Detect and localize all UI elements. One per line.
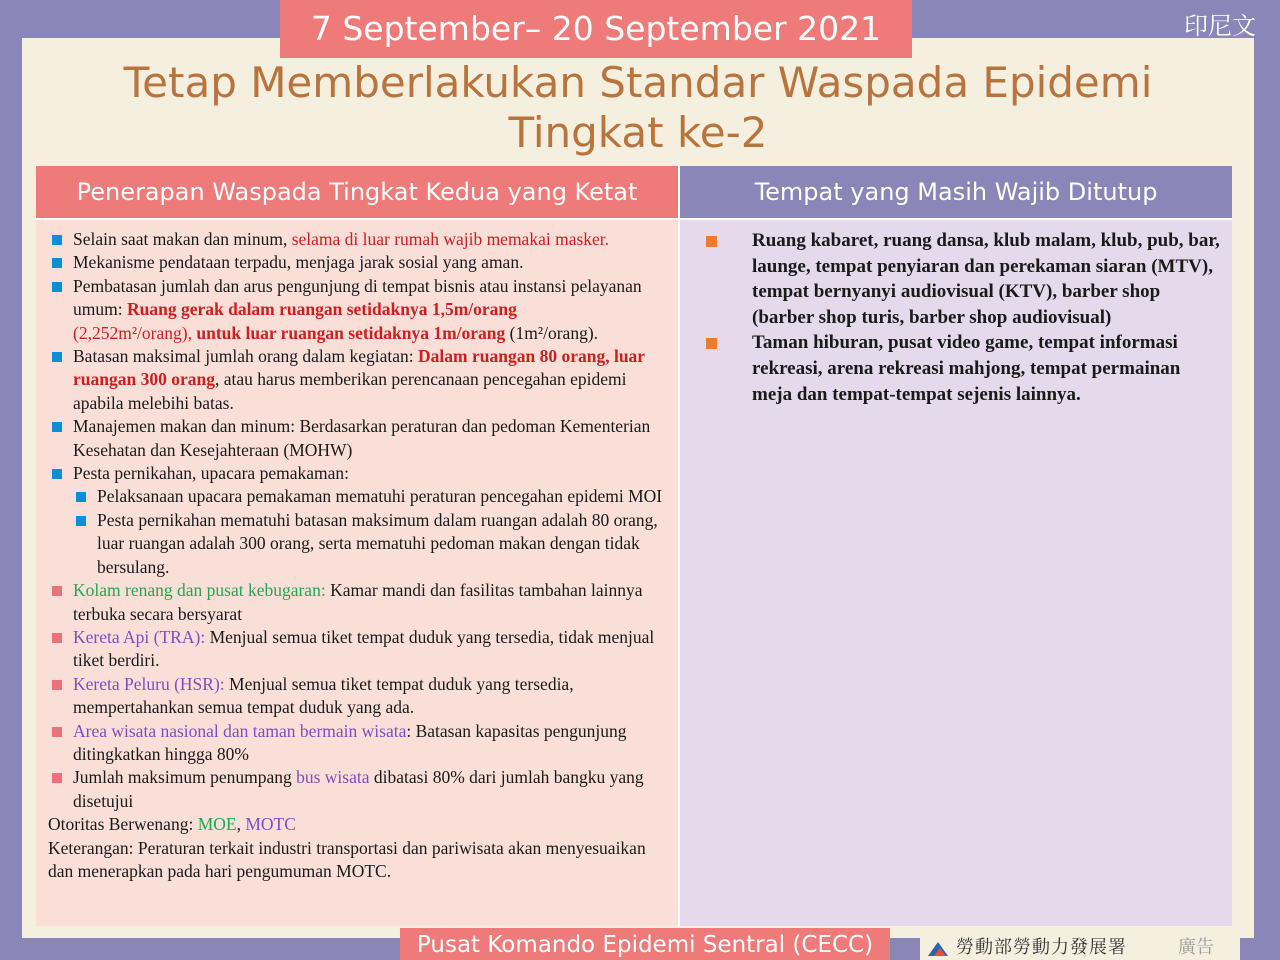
left-column-header: Penerapan Waspada Tingkat Kedua yang Ketat <box>36 166 678 218</box>
square-bullet-icon <box>52 633 62 643</box>
authority-line: Otoritas Berwenang: MOE, MOTC <box>48 814 296 835</box>
list-item: Area wisata nasional dan taman bermain wisata: Batasan kapasitas pengunjung ditingkatkan hingga 80% <box>48 720 674 767</box>
square-bullet-icon <box>52 258 62 268</box>
right-column-header: Tempat yang Masih Wajib Ditutup <box>680 166 1232 218</box>
list-item: Kereta Api (TRA): Menjual semua tiket tempat duduk yang tersedia, tidak menjual tiket berdiri. <box>48 626 674 673</box>
sub-list-item: Pelaksanaan upacara pemakaman mematuhi peraturan pencegahan epidemi MOI <box>48 485 674 508</box>
square-bullet-icon <box>76 492 86 502</box>
date-banner: 7 September– 20 September 2021 <box>280 0 912 58</box>
square-bullet-icon <box>52 282 62 292</box>
list-item: Selain saat makan dan minum, selama di luar rumah wajib memakai masker. <box>48 228 674 251</box>
measures-list <box>36 220 678 926</box>
list-item: Mekanisme pendataan terpadu, menjaga jarak sosial yang aman. <box>48 251 674 274</box>
list-item: Kereta Peluru (HSR): Menjual semua tiket tempat duduk yang tersedia, mempertahankan semua tempat duduk yang ada. <box>48 673 674 720</box>
list-item: Manajemen makan dan minum: Berdasarkan peraturan dan pedoman Kementerian Kesehatan dan Kesejahteraan (MOHW) <box>48 415 674 462</box>
list-item: Pesta pernikahan, upacara pemakaman: <box>48 462 674 485</box>
language-tag: 印尼文 <box>1184 12 1256 40</box>
closed-venues-list <box>680 220 1232 926</box>
title-line-2: Tingkat ke-2 <box>508 108 768 157</box>
square-bullet-icon <box>52 422 62 432</box>
measures-table <box>36 166 1232 926</box>
sub-list-item: Pesta pernikahan mematuhi batasan maksimum dalam ruangan adalah 80 orang, luar ruangan adalah 300 orang, serta mematuhi pedoman makan dengan tidak bersulang. <box>48 509 674 579</box>
list-item: Kolam renang dan pusat kebugaran: Kamar mandi dan fasilitas tambahan lainnya terbuka secara bersyarat <box>48 579 674 626</box>
square-bullet-icon <box>52 727 62 737</box>
square-bullet-icon <box>76 516 86 526</box>
square-bullet-icon <box>706 338 717 349</box>
list-item: Jumlah maksimum penumpang bus wisata dibatasi 80% dari jumlah bangku yang disetujui <box>48 766 674 813</box>
square-bullet-icon <box>52 235 62 245</box>
footer-banner: Pusat Komando Epidemi Sentral (CECC) <box>400 928 890 960</box>
list-item: Pembatasan jumlah dan arus pengunjung di tempat bisnis atau instansi pelayanan umum: Ruang gerak dalam ruangan setidaknya 1,5m/orang (2,252m²/orang), untuk luar ruangan setidaknya 1m/orang (1m²/orang). <box>48 275 674 345</box>
note-line: Keterangan: Peraturan terkait industri transportasi dan pariwisata akan menyesuaikan dan menerapkan pada hari pengumuman MOTC. <box>48 837 646 881</box>
square-bullet-icon <box>52 469 62 479</box>
list-item: Batasan maksimal jumlah orang dalam kegiatan: Dalam ruangan 80 orang, luar ruangan 300 orang, atau harus memberikan perencanaan pencegahan epidemi apabila melebihi batas. <box>48 345 674 415</box>
square-bullet-icon <box>52 352 62 362</box>
square-bullet-icon <box>52 773 62 783</box>
square-bullet-icon <box>706 236 717 247</box>
agency-logo-icon <box>926 940 950 958</box>
title-line-1: Tetap Memberlakukan Standar Waspada Epidemi <box>123 58 1153 107</box>
square-bullet-icon <box>52 680 62 690</box>
list-item: Ruang kabaret, ruang dansa, klub malam, klub, pub, bar, launge, tempat penyiaran dan perekaman siaran (MTV), tempat bernyanyi audiovisual (KTV), barber shop (barber shop turis, barber shop audiovisual) <box>706 228 1224 330</box>
list-item: Taman hiburan, pusat video game, tempat informasi rekreasi, arena rekreasi mahjong, tempat permainan meja dan tempat-tempat sejenis lainnya. <box>706 330 1224 407</box>
poster-title <box>22 58 1254 158</box>
agency-label: 勞動部勞動力發展署 廣告 <box>920 936 1240 960</box>
square-bullet-icon <box>52 586 62 596</box>
